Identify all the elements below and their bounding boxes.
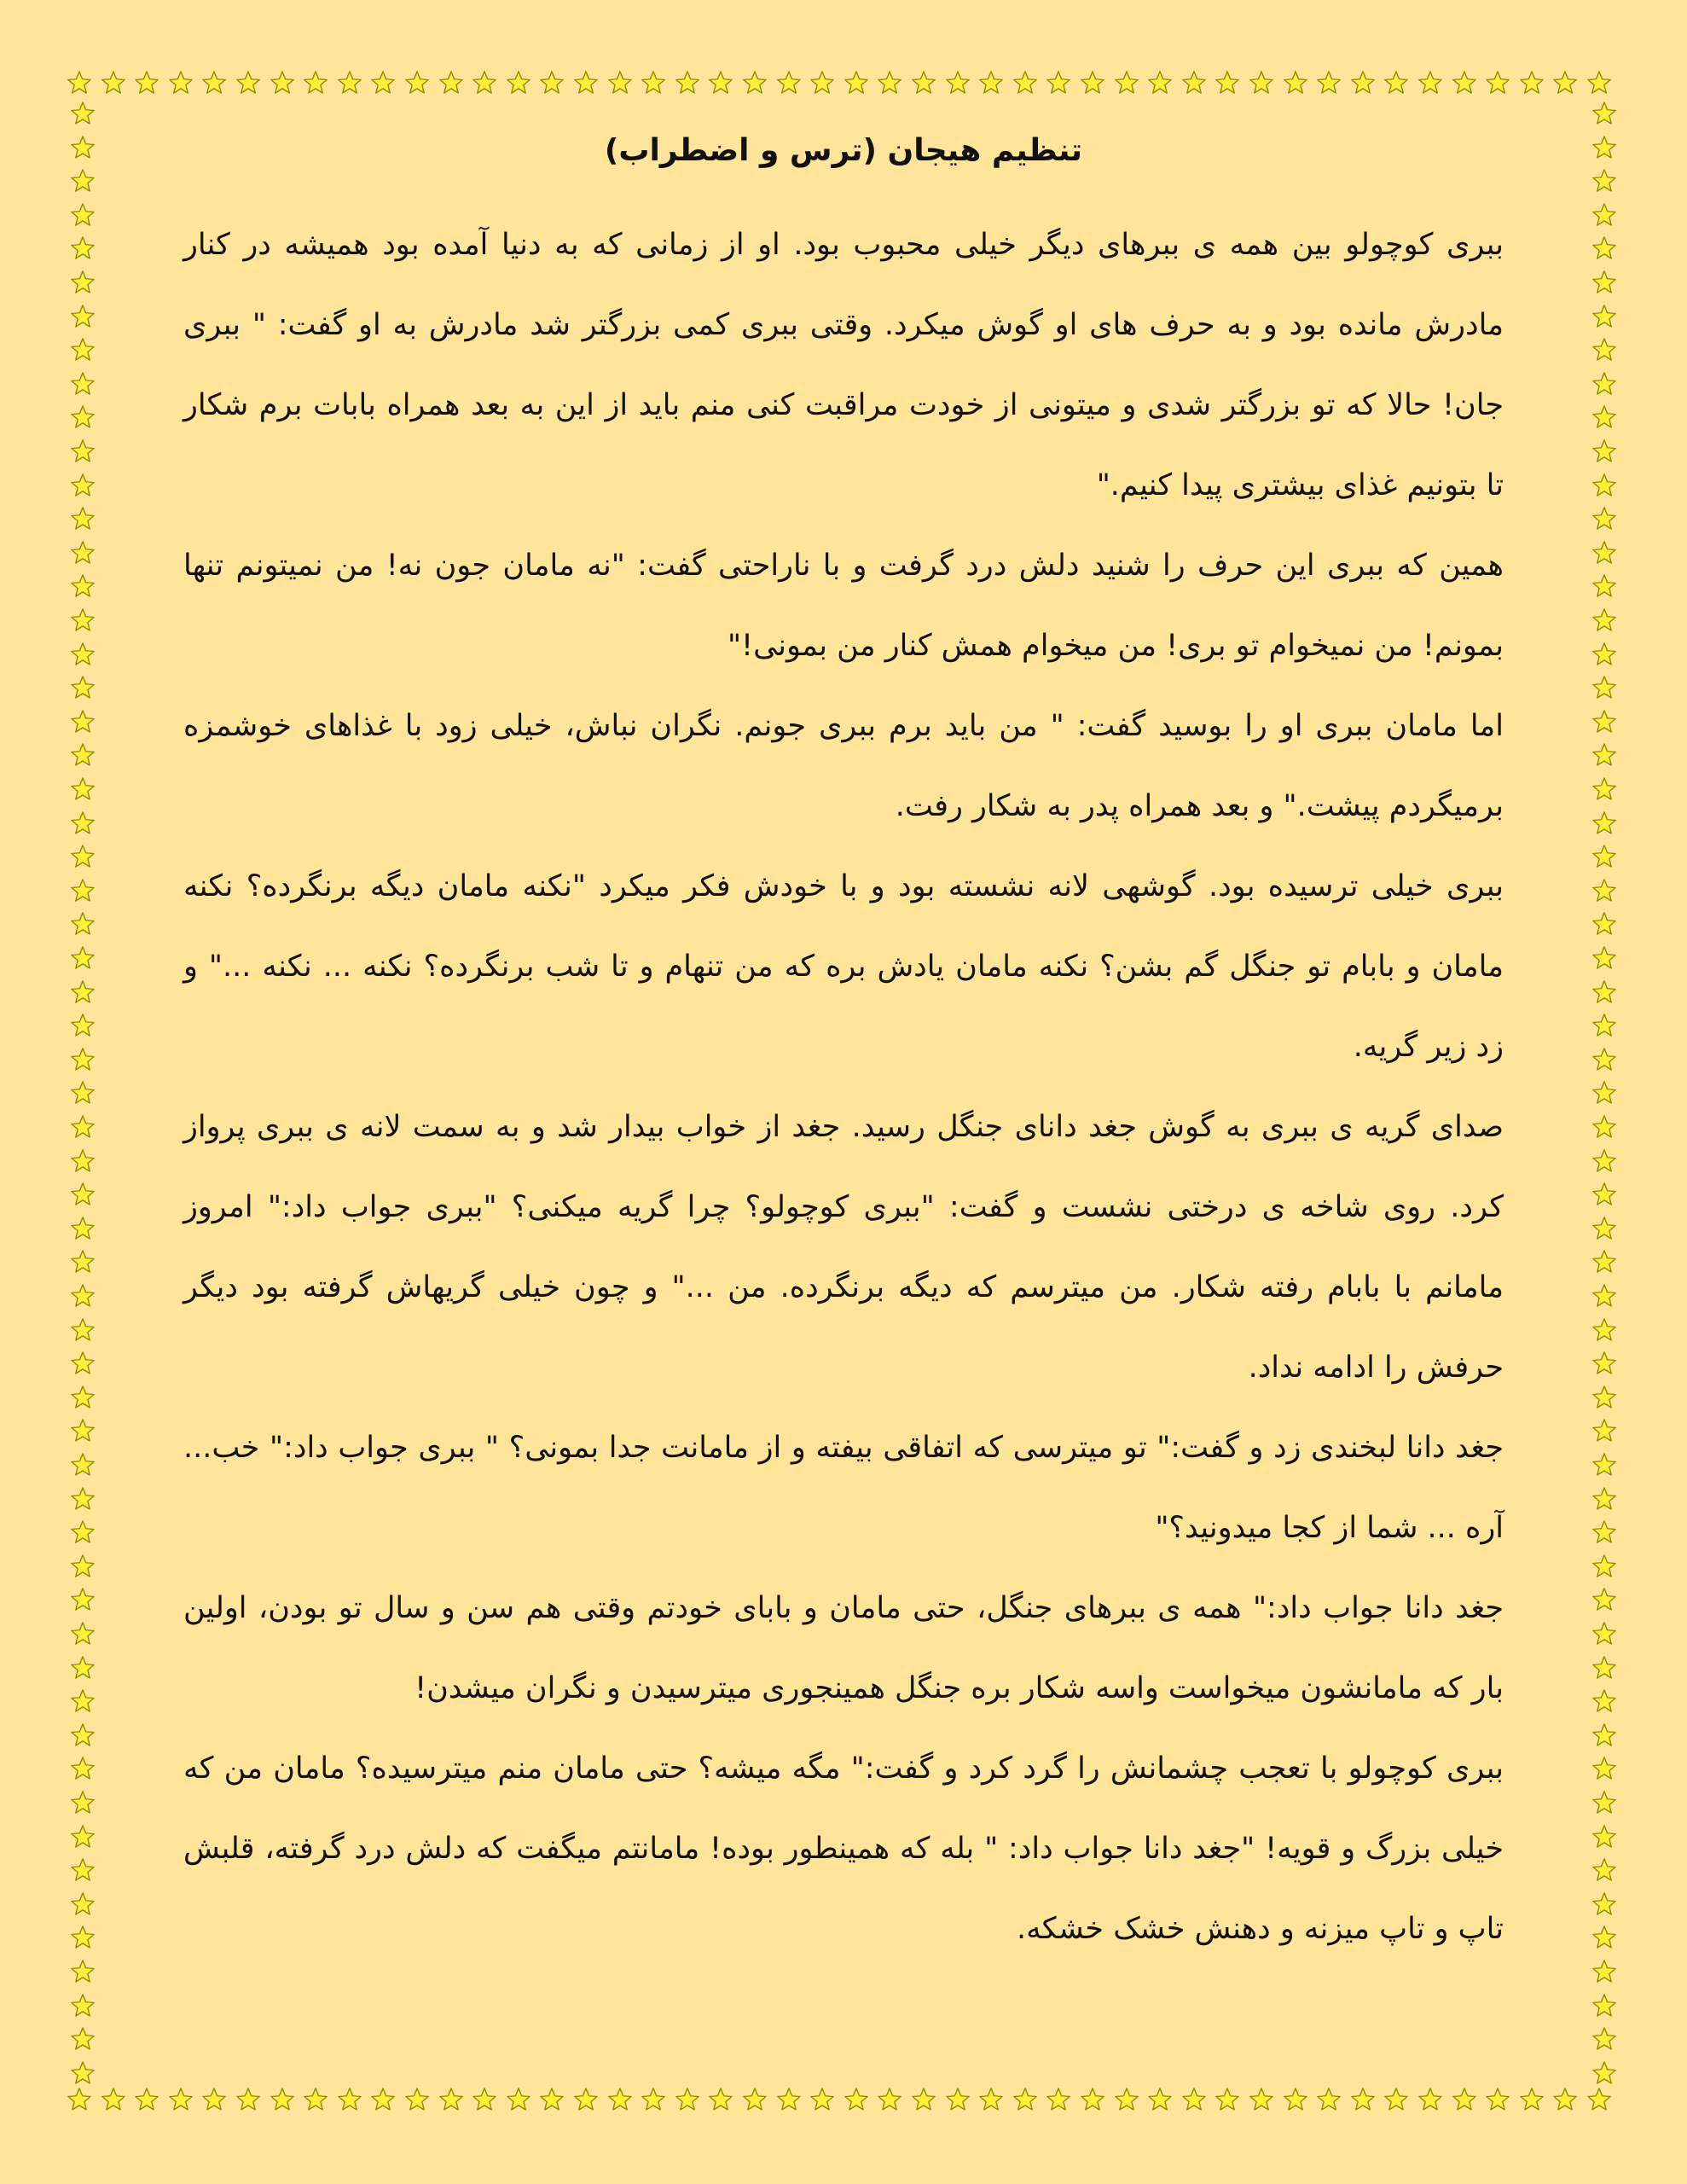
paragraph: جغد دانا لبخندی زد و گفت:" تو میترسی که اتفاقی بیفته و از مامانت جدا بمونی؟ " ببری جواب داد:" خب... آره ... شما از کجا میدونید؟" — [183, 1431, 1504, 1545]
star-icon — [776, 2087, 802, 2112]
star-icon — [70, 1688, 96, 1714]
paragraph: جغد دانا جواب داد:" همه ی ببرهای جنگل، حتی مامان و بابای خودتم وقتی هم سن و سال تو بودن، اولین بار که مامانشون میخواست واسه شکار بره جنگل همینجوری میترسیدن و نگران میشدن! — [183, 1591, 1504, 1705]
star-border-bottom — [67, 2083, 1620, 2117]
star-icon — [1012, 2087, 1038, 2112]
star-icon — [134, 2087, 159, 2112]
star-icon — [1591, 1722, 1617, 1748]
star-icon — [1350, 70, 1376, 96]
star-icon — [1591, 878, 1617, 903]
star-icon — [1114, 70, 1139, 96]
star-icon — [70, 540, 96, 566]
star-icon — [1485, 70, 1510, 96]
star-icon — [70, 878, 96, 903]
star-icon — [438, 70, 464, 96]
paragraph: اما مامان ببری او را بوسید گفت: " من باید برم ببری جونم. نگران نباش، خیلی زود با غذاهای خوشمزه برمیگردم پیشت." و بعد همراه پدر به شکار رفت. — [183, 709, 1504, 823]
star-icon — [1591, 945, 1617, 971]
star-icon — [1591, 1756, 1617, 1781]
star-icon — [675, 70, 700, 96]
star-icon — [1046, 2087, 1071, 2112]
star-icon — [70, 742, 96, 768]
star-icon — [70, 573, 96, 599]
star-icon — [607, 2087, 633, 2112]
star-icon — [1452, 2087, 1477, 2112]
star-icon — [1591, 1486, 1617, 1512]
star-icon — [370, 2087, 396, 2112]
star-icon — [270, 70, 295, 96]
star-icon — [70, 1925, 96, 1950]
star-icon — [370, 70, 396, 96]
star-icon — [1046, 70, 1071, 96]
star-icon — [70, 1350, 96, 1376]
star-icon — [539, 2087, 565, 2112]
star-icon — [978, 2087, 1004, 2112]
star-icon — [844, 70, 869, 96]
star-icon — [1181, 70, 1207, 96]
star-icon — [1591, 1013, 1617, 1038]
star-icon — [877, 70, 902, 96]
star-icon — [675, 2087, 700, 2112]
star-icon — [641, 70, 666, 96]
star-icon — [70, 1486, 96, 1512]
star-icon — [1591, 168, 1617, 194]
star-icon — [101, 70, 126, 96]
star-icon — [1417, 70, 1443, 96]
star-icon — [1591, 1114, 1617, 1140]
star-icon — [1591, 1959, 1617, 1984]
star-icon — [70, 1283, 96, 1309]
star-icon — [1485, 2087, 1510, 2112]
star-icon — [1591, 709, 1617, 735]
star-icon — [1591, 742, 1617, 768]
star-icon — [1591, 1519, 1617, 1545]
star-icon — [168, 2087, 194, 2112]
star-icon — [1452, 70, 1477, 96]
star-icon — [67, 70, 92, 96]
star-icon — [1591, 1790, 1617, 1815]
paragraph: ببری خیلی ترسیده بود. گوشهی لانه نشسته بود و با خودش فکر میکرد "نکنه مامان دیگه برنگرده؟ نکنه مامان و بابام تو جنگل گم بشن؟ نکنه مامان یادش بره که من تنهام و تا شب برنگرده؟ نکنه ... نکنه ..." و زد زیر گریه. — [183, 869, 1504, 1064]
star-icon — [809, 2087, 835, 2112]
star-icon — [70, 270, 96, 295]
star-icon — [70, 776, 96, 802]
star-icon — [1591, 1080, 1617, 1106]
page-title: تنظیم هیجان (ترس و اضطراب) — [604, 133, 1083, 168]
star-icon — [1147, 70, 1173, 96]
star-icon — [70, 1824, 96, 1850]
paragraph: ببری کوچولو با تعجب چشمانش را گرد کرد و گفت:" مگه میشه؟ حتی مامان منم میترسیده؟ مامان من که خیلی بزرگ و قویه! "جغد دانا جواب داد: " بله که همینطور بوده! مامانتم میگفت که دلش درد گرفته، قلبش تاپ و تاپ میزنه و دهنش خشک خشکه. — [183, 1751, 1504, 1946]
star-icon — [70, 1554, 96, 1579]
star-icon — [1383, 70, 1409, 96]
star-icon — [201, 2087, 227, 2112]
star-border-top — [67, 67, 1620, 101]
star-icon — [1316, 2087, 1342, 2112]
star-icon — [1591, 304, 1617, 329]
star-border-left — [67, 101, 101, 2087]
star-icon — [1519, 2087, 1545, 2112]
star-icon — [573, 2087, 599, 2112]
star-icon — [1283, 2087, 1308, 2112]
star-icon — [911, 70, 936, 96]
star-icon — [70, 337, 96, 363]
star-icon — [70, 473, 96, 498]
star-icon — [641, 2087, 666, 2112]
star-icon — [70, 1790, 96, 1815]
star-icon — [1249, 2087, 1274, 2112]
star-icon — [303, 70, 328, 96]
star-icon — [1591, 642, 1617, 667]
star-icon — [1591, 1824, 1617, 1850]
star-icon — [1383, 2087, 1409, 2112]
star-icon — [70, 1216, 96, 1241]
star-icon — [1591, 810, 1617, 836]
story-body — [183, 205, 1504, 1969]
star-icon — [1591, 439, 1617, 464]
star-icon — [1591, 1216, 1617, 1241]
star-icon — [1591, 1317, 1617, 1343]
star-icon — [70, 1452, 96, 1478]
star-icon — [1215, 70, 1240, 96]
star-icon — [844, 2087, 869, 2112]
star-icon — [70, 1047, 96, 1072]
star-icon — [911, 2087, 936, 2112]
star-icon — [1586, 2087, 1612, 2112]
star-icon — [1591, 1688, 1617, 1714]
star-icon — [67, 2087, 92, 2112]
star-icon — [1283, 70, 1308, 96]
star-icon — [70, 1249, 96, 1275]
star-icon — [70, 2026, 96, 2052]
paragraph: ببری کوچولو بین همه ی ببرهای دیگر خیلی محبوب بود. او از زمانی که به دنیا آمده بود همیشه در کنار مادرش مانده بود و به حرف های او گوش میکرد. وقتی ببری کمی بزرگتر شد مادرش به او گفت: " ببری جان! حالا که تو بزرگتر شدی و میتونی از خودت مراقبت کنی منم باید از این به بعد همراه بابات برم شکار تا بتونیم غذای بیشتری پیدا کنیم." — [183, 228, 1504, 502]
star-icon — [1591, 371, 1617, 397]
star-icon — [70, 1385, 96, 1410]
star-icon — [607, 70, 633, 96]
star-border-right — [1588, 101, 1622, 2087]
star-icon — [70, 1857, 96, 1883]
star-icon — [70, 168, 96, 194]
star-icon — [168, 70, 194, 96]
star-icon — [1591, 1047, 1617, 1072]
star-icon — [1591, 1350, 1617, 1376]
star-icon — [337, 2087, 362, 2112]
star-icon — [1591, 1857, 1617, 1883]
star-icon — [1591, 675, 1617, 700]
star-icon — [809, 70, 835, 96]
star-icon — [1591, 135, 1617, 160]
star-icon — [101, 2087, 126, 2112]
star-icon — [235, 2087, 261, 2112]
star-icon — [70, 1756, 96, 1781]
star-icon — [70, 642, 96, 667]
star-icon — [1591, 473, 1617, 498]
star-icon — [978, 70, 1004, 96]
star-icon — [404, 70, 430, 96]
star-icon — [70, 709, 96, 735]
star-icon — [1591, 2060, 1617, 2086]
star-icon — [70, 1013, 96, 1038]
star-icon — [404, 2087, 430, 2112]
star-icon — [70, 607, 96, 633]
star-icon — [1591, 1655, 1617, 1681]
star-icon — [1080, 2087, 1105, 2112]
star-icon — [539, 70, 565, 96]
star-icon — [1591, 1182, 1617, 1207]
star-icon — [1147, 2087, 1173, 2112]
star-icon — [776, 70, 802, 96]
star-icon — [1080, 70, 1105, 96]
star-icon — [1181, 2087, 1207, 2112]
star-icon — [303, 2087, 328, 2112]
document-content — [183, 121, 1504, 1969]
star-icon — [1591, 1993, 1617, 2018]
star-icon — [70, 844, 96, 869]
star-icon — [1591, 2026, 1617, 2052]
star-icon — [70, 2060, 96, 2086]
star-icon — [1591, 607, 1617, 633]
star-icon — [472, 2087, 497, 2112]
star-icon — [70, 1182, 96, 1207]
star-icon — [70, 506, 96, 531]
star-icon — [201, 70, 227, 96]
star-icon — [70, 945, 96, 971]
star-icon — [70, 979, 96, 1005]
star-icon — [70, 1959, 96, 1984]
star-icon — [1591, 1587, 1617, 1612]
star-icon — [70, 371, 96, 397]
star-icon — [70, 1655, 96, 1681]
star-icon — [1591, 1148, 1617, 1174]
star-icon — [70, 1891, 96, 1917]
star-icon — [1591, 101, 1617, 126]
star-icon — [1586, 70, 1612, 96]
star-icon — [708, 2087, 733, 2112]
star-icon — [70, 1993, 96, 2018]
star-icon — [438, 2087, 464, 2112]
star-icon — [1519, 70, 1545, 96]
star-icon — [1316, 70, 1342, 96]
paragraph: صدای گریه ی ببری به گوش جغد دانای جنگل رسید. جغد از خواب بیدار شد و به سمت لانه ی ببری پرواز کرد. روی شاخه ی درختی نشست و گفت: "ببری کوچولو؟ چرا گریه میکنی؟ "ببری جواب داد:" امروز مامانم با بابام رفته شکار. من میترسم که دیگه برنگرده. من ..." و چون خیلی گریهاش گرفته بود دیگر حرفش را ادامه نداد. — [183, 1110, 1504, 1385]
star-icon — [506, 70, 531, 96]
star-icon — [1215, 2087, 1240, 2112]
star-icon — [1591, 506, 1617, 531]
star-icon — [506, 2087, 531, 2112]
star-icon — [1114, 2087, 1139, 2112]
star-icon — [70, 235, 96, 261]
star-icon — [1591, 1452, 1617, 1478]
star-icon — [70, 810, 96, 836]
star-icon — [1591, 235, 1617, 261]
star-icon — [70, 202, 96, 228]
star-icon — [70, 439, 96, 464]
star-icon — [1591, 270, 1617, 295]
star-icon — [1591, 1891, 1617, 1917]
star-icon — [270, 2087, 295, 2112]
star-icon — [1591, 1283, 1617, 1309]
star-icon — [1552, 2087, 1578, 2112]
star-icon — [742, 70, 768, 96]
star-icon — [70, 304, 96, 329]
star-icon — [70, 1418, 96, 1443]
star-icon — [1591, 1621, 1617, 1647]
star-icon — [1591, 1249, 1617, 1275]
star-icon — [1552, 70, 1578, 96]
star-icon — [70, 675, 96, 700]
star-icon — [1591, 202, 1617, 228]
star-icon — [945, 2087, 971, 2112]
star-icon — [1591, 979, 1617, 1005]
star-icon — [70, 1317, 96, 1343]
star-icon — [70, 1519, 96, 1545]
star-icon — [945, 70, 971, 96]
star-icon — [1591, 337, 1617, 363]
star-icon — [1591, 776, 1617, 802]
star-icon — [1350, 2087, 1376, 2112]
star-icon — [70, 1621, 96, 1647]
star-icon — [1591, 1925, 1617, 1950]
star-icon — [1591, 1554, 1617, 1579]
star-icon — [235, 70, 261, 96]
star-icon — [1012, 70, 1038, 96]
star-icon — [1591, 573, 1617, 599]
star-icon — [70, 135, 96, 160]
star-icon — [134, 70, 159, 96]
star-icon — [1591, 911, 1617, 937]
star-icon — [337, 70, 362, 96]
star-icon — [1417, 2087, 1443, 2112]
star-icon — [708, 70, 733, 96]
star-icon — [70, 1148, 96, 1174]
star-icon — [70, 911, 96, 937]
star-icon — [1591, 404, 1617, 430]
star-icon — [70, 1080, 96, 1106]
star-icon — [1591, 540, 1617, 566]
star-icon — [1249, 70, 1274, 96]
star-icon — [70, 1587, 96, 1612]
star-icon — [742, 2087, 768, 2112]
star-icon — [70, 1114, 96, 1140]
star-icon — [573, 70, 599, 96]
star-icon — [1591, 844, 1617, 869]
star-icon — [472, 70, 497, 96]
star-icon — [70, 101, 96, 126]
star-icon — [1591, 1385, 1617, 1410]
star-icon — [70, 404, 96, 430]
star-icon — [877, 2087, 902, 2112]
star-icon — [1591, 1418, 1617, 1443]
star-icon — [70, 1722, 96, 1748]
paragraph: همین که ببری این حرف را شنید دلش درد گرفت و با ناراحتی گفت: "نه مامان جون نه! من نمیتونم تنها بمونم! من نمیخوام تو بری! من میخوام همش کنار من بمونی!" — [183, 549, 1504, 663]
